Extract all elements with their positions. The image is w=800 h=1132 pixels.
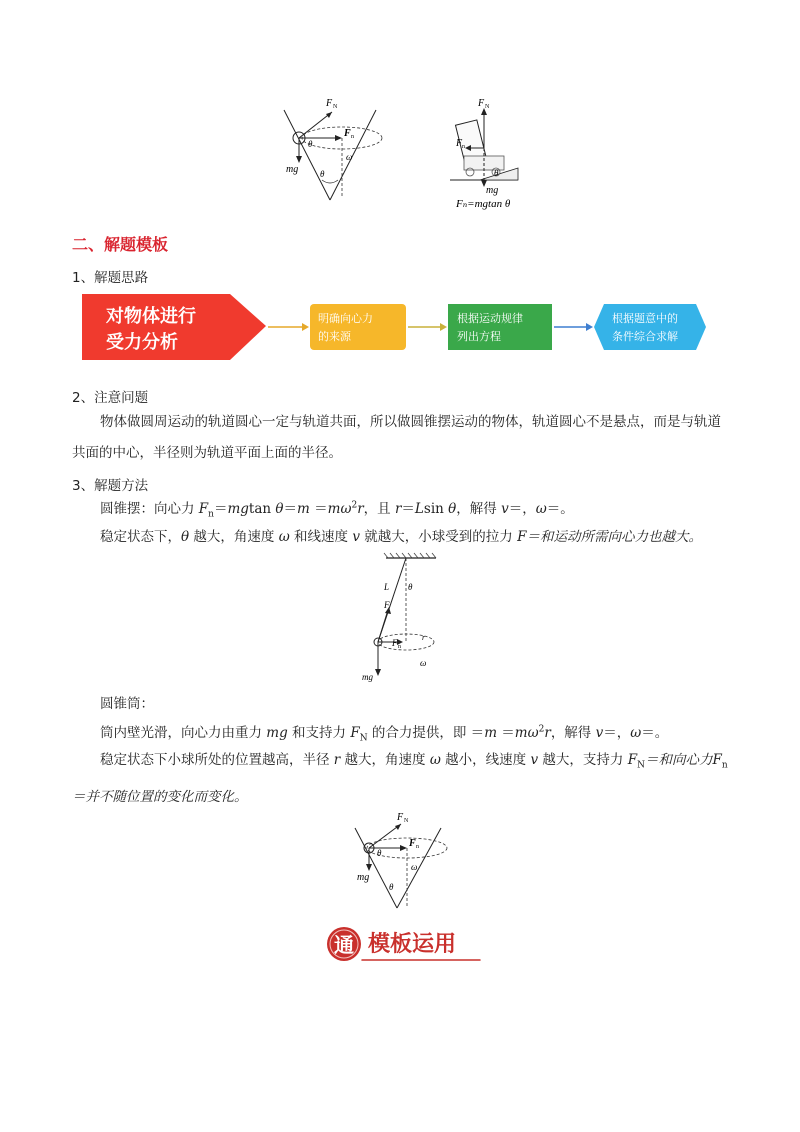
text: 的合力提供，即 ＝ [367,725,485,741]
text: ＝ [309,501,328,517]
stable-state-line [100,525,702,545]
text: 稳定状态下小球所处的位置越高，半径 [100,752,334,768]
theta-label: θ [494,168,499,178]
Fn-label: F [392,638,398,648]
text: 就越大，小球受到的拉力 [359,529,518,545]
subheading-approach: 1、解题思路 [72,270,149,286]
subheading-notes: 2、注意问题 [72,390,149,406]
var: m [297,501,310,517]
text: sin [423,501,449,517]
text: tan [248,501,276,517]
var: L [414,501,424,517]
cone-title: 圆锥筒： [100,696,154,712]
cone-figure-top-left [270,92,410,214]
var: ω [278,529,290,545]
text: ，解得 [550,725,596,741]
fn-label: F [478,98,485,109]
subheading-method: 3、解题方法 [72,478,149,494]
banked-figure-top-right [440,92,550,217]
text: ＝， [508,501,536,517]
var: mω [514,725,539,741]
var: ω [535,501,547,517]
section-title: 二、解题模板 [72,235,169,254]
step4-line2: 条件综合求解 [612,330,678,343]
var: r [333,752,341,768]
text: ＝。 [546,501,574,517]
fn-label: F [397,812,404,823]
var: r [544,725,551,741]
mg-label: mg [486,185,499,196]
step2-line1: 明确向心力 [318,312,373,325]
sub: n [721,760,728,771]
fc-sub: n [416,844,419,850]
fc-label: F [344,128,351,139]
italic-text: ＝和运动所需向心力也越大。 [526,529,702,545]
fc-label: F [409,838,416,849]
var: ω [630,725,642,741]
flow-arrow3-head [586,323,593,331]
text: ＝。 [641,725,669,741]
theta-bottom-label: θ [389,882,394,892]
var: θ [448,501,457,517]
flow-arrow2-head [440,323,447,331]
cone-formula-line [100,721,668,744]
step1-line2: 受力分析 [106,332,178,353]
text: 稳定状态下， [100,529,181,545]
theta-bottom-label: θ [320,169,325,179]
pendulum-figure [356,552,466,684]
var: mg [266,725,288,741]
text: ＝ [401,501,415,517]
sup: 2 [538,724,545,735]
var: v [530,752,539,768]
omega-label: ω [420,658,427,668]
text: 圆锥摆：向心力 [100,501,199,517]
var: F [712,752,722,768]
var: F [198,501,209,517]
fn-sub: N [333,104,338,110]
mg-label: mg [362,672,373,682]
var: m [484,725,497,741]
text: ，解得 [456,501,502,517]
flow-step3-box [448,304,552,350]
text: ＝， [603,725,631,741]
omega-label: ω [346,152,353,162]
formula-label: Fₙ=mgtan θ [456,198,511,210]
text: 越大，角速度 [340,752,430,768]
F-label: F [384,600,390,610]
var: r [357,501,364,517]
var: ω [429,752,441,768]
flow-arrow1-head [302,323,309,331]
step3-line1: 根据运动规律 [457,312,523,325]
theta-label: θ [377,848,382,858]
text: 筒内壁光滑，向心力由重力 [100,725,267,741]
text: ，且 [363,501,395,517]
var: v [501,501,509,517]
banner-text: 模板运用 [368,931,457,957]
theta-label: θ [408,582,413,592]
var: mg [227,501,249,517]
fc-label: F [456,138,463,149]
fc-sub: n [351,134,354,140]
var: F [627,752,638,768]
text: ＝ [283,501,298,517]
step4-line1: 根据题意中的 [612,312,678,325]
var: θ [181,529,190,545]
italic-text: ＝和向心力 [644,752,713,768]
cone-stable-paragraph [72,745,732,813]
r-label: r [422,633,426,642]
text: 越大，角速度 [189,529,279,545]
var: θ [275,501,284,517]
omega-label: ω [411,862,418,872]
Fn-sub: n [398,644,401,650]
var: v [352,529,360,545]
text: 和支持力 [287,725,351,741]
sub: n [208,509,214,520]
fn-sub: N [404,818,409,824]
theta-label: θ [308,139,313,149]
mg-label: mg [286,164,299,175]
sub: N [359,733,368,744]
fn-label: F [326,98,333,109]
flow-step4-box [594,304,706,350]
var: v [595,725,604,741]
var: F [517,529,527,545]
L-label: L [384,582,390,592]
fc-sub: n [462,144,465,150]
flow-step2-box [310,304,406,350]
text: ＝ [497,725,515,741]
cone-figure-bottom [345,808,485,918]
var: mω [327,501,352,517]
step3-line2: 列出方程 [457,330,501,343]
mg-label: mg [357,872,370,883]
sup: 2 [351,500,358,511]
fn-sub: N [485,104,490,110]
template-application-banner [320,920,490,970]
sub: N [637,760,645,771]
note-paragraph: 物体做圆周运动的轨道圆心一定与轨道共面，所以做圆锥摆运动的物体，轨道圆心不是悬点，而是与轨道共面的中心，半径则为轨道平面上面的半径。 [72,414,721,461]
text: ＝ [213,501,228,517]
step2-line2: 的来源 [318,330,351,343]
text: 越大，支持力 [538,752,628,768]
seal-char: 通 [334,933,354,957]
flowchart [80,290,740,362]
pendulum-formula-line [100,497,574,520]
text: 越小，线速度 [440,752,531,768]
italic-text: ＝并不随位置的变化而变化。 [72,788,248,805]
step1-line1: 对物体进行 [106,306,196,327]
var: F [350,725,360,741]
var: r [394,501,402,517]
text: 和线速度 [289,529,353,545]
